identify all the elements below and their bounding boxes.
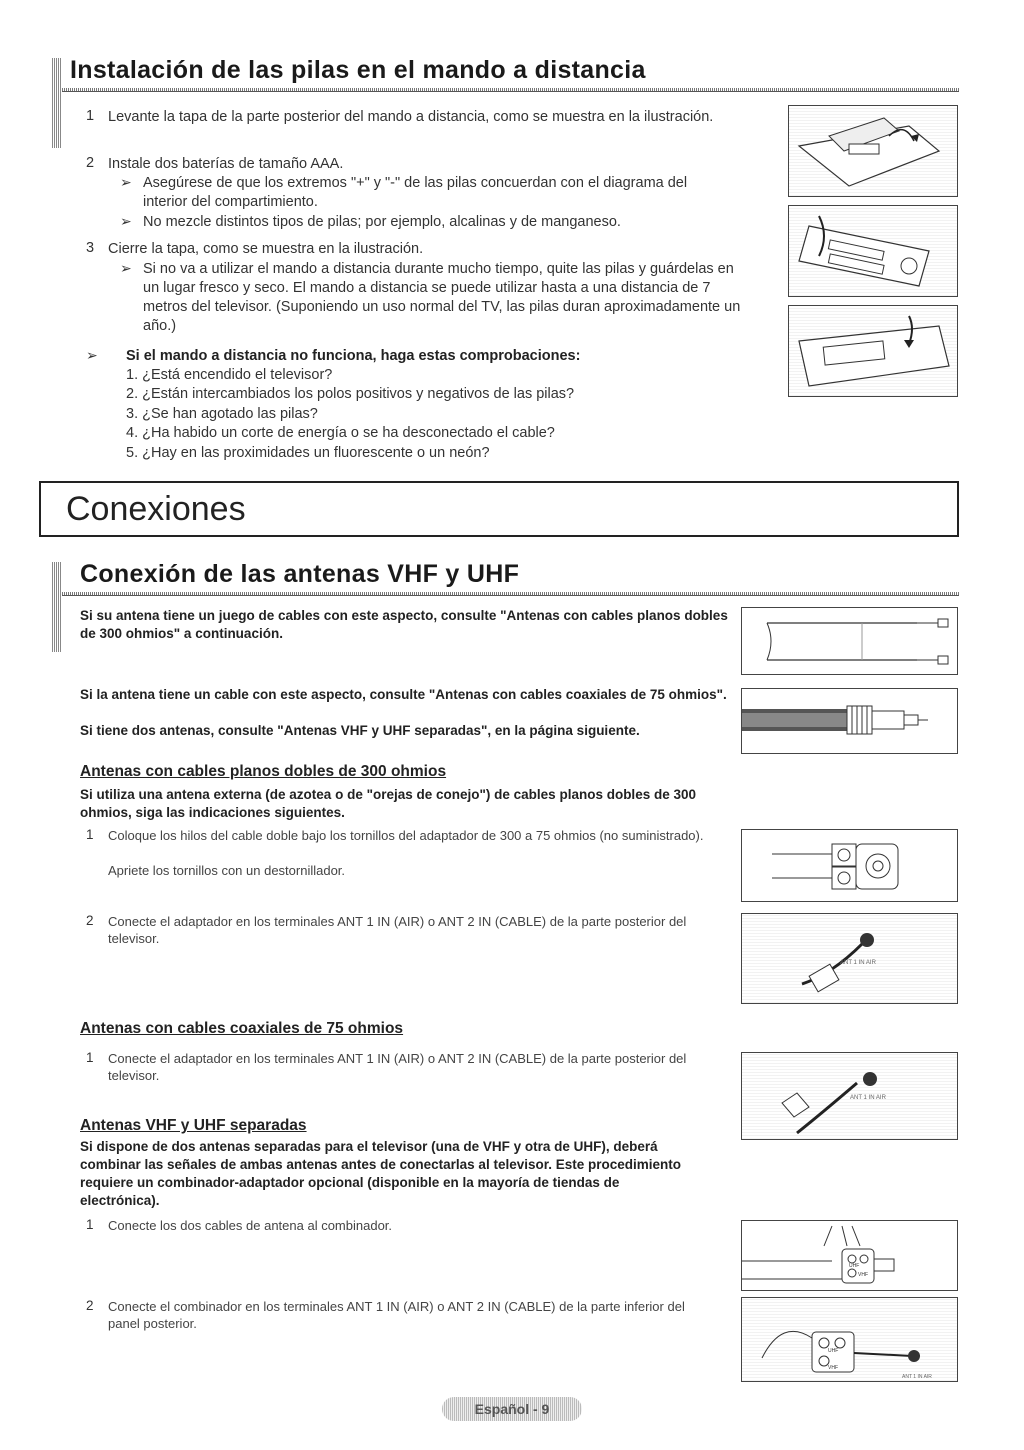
check-title: Si el mando a distancia no funciona, haga estas comprobaciones:: [126, 348, 581, 364]
vhf-label: VHF: [858, 1272, 868, 1278]
adapter-figure: [741, 829, 958, 902]
check-item: 3. ¿Se han agotado las pilas?: [126, 406, 318, 422]
step-number: 2: [86, 913, 94, 928]
twin-lead-cable-figure: [741, 607, 958, 675]
note-arrow-icon: ➢: [120, 213, 132, 229]
page-footer: Español - 9: [442, 1397, 582, 1421]
separate-intro: Si dispone de dos antenas separadas para el televisor (una de VHF y otra de UHF), deberá combinar las señales de ambas antenas antes de conectarlas al televisor. Este procedimiento requiere un combinador-adaptador opcional (disponible en la mayoría de tiendas de electrónica).: [80, 1139, 682, 1208]
note-3-text: Si no va a utilizar el mando a distancia durante mucho tiempo, quite las pilas y guárdelas en un lugar fresco y seco. El mando a distancia se puede utilizar hasta a una distancia de 7 metros del televisor. (Suponiendo un uso normal del TV, las pilas duran aproximadamente un año.): [143, 261, 741, 334]
step-number: 1: [86, 827, 94, 842]
terminal-label: ANT 1 IN AIR: [850, 1095, 886, 1101]
twin-lead-step-1: Coloque los hilos del cable doble bajo los tornillos del adaptador de 300 a 75 ohmios (no suministrado).: [108, 828, 704, 843]
combiner-tv-figure: [741, 1297, 958, 1382]
step-2-text: Instale dos baterías de tamaño AAA.: [108, 156, 344, 172]
coaxial-cable-figure: [741, 688, 958, 754]
intro-coaxial: Si la antena tiene un cable con este aspecto, consulte "Antenas con cables coaxiales de 75 ohmios".: [80, 687, 727, 702]
tv-terminal-figure-1: [741, 913, 958, 1004]
coaxial-step-1: Conecte el adaptador en los terminales ANT 1 IN (AIR) o ANT 2 IN (CABLE) de la parte posterior del televisor.: [108, 1051, 687, 1083]
step-number: 3: [86, 240, 95, 256]
step-number: 1: [86, 1217, 94, 1232]
terminal-label: ANT 1 IN AIR: [840, 960, 876, 966]
twin-lead-intro: Si utiliza una antena externa (de azotea o de "orejas de conejo") de cables planos dobles de 300 ohmios, siga las indicaciones siguientes.: [80, 787, 696, 820]
intro-twin-lead: Si su antena tiene un juego de cables con este aspecto, consulte "Antenas con cables planos dobles de 300 ohmios" a continuación.: [80, 608, 728, 641]
section-marker: [52, 562, 62, 652]
twin-lead-step-1b: Apriete los tornillos con un destornillador.: [108, 863, 346, 878]
subheading-twin-lead: Antenas con cables planos dobles de 300 ohmios: [80, 763, 447, 780]
step-number: 1: [86, 108, 95, 124]
twin-lead-step-2: Conecte el adaptador en los terminales ANT 1 IN (AIR) o ANT 2 IN (CABLE) de la parte posterior del televisor.: [108, 914, 687, 946]
combiner-figure: [741, 1220, 958, 1291]
note-arrow-icon: ➢: [120, 174, 132, 190]
step-3-text: Cierre la tapa, como se muestra en la ilustración.: [108, 241, 424, 257]
section-rule: [62, 592, 959, 596]
remote-batteries-figure: [788, 205, 958, 297]
section-title-batteries: Instalación de las pilas en el mando a distancia: [70, 56, 646, 84]
note-1-text: Asegúrese de que los extremos "+" y "-" de las pilas concuerdan con el diagrama del interior del compartimiento.: [143, 175, 688, 210]
remote-open-cover-figure: [788, 105, 958, 197]
note-2-text: No mezcle distintos tipos de pilas; por ejemplo, alcalinas y de manganeso.: [143, 214, 621, 230]
check-item: 5. ¿Hay en las proximidades un fluorescente o un neón?: [126, 445, 490, 461]
step-number: 2: [86, 1298, 94, 1313]
subheading-coaxial: Antenas con cables coaxiales de 75 ohmios: [80, 1020, 404, 1037]
section-rule: [62, 88, 959, 92]
remote-close-cover-figure: [788, 305, 958, 397]
check-item: 4. ¿Ha habido un corte de energía o se ha desconectado el cable?: [126, 425, 555, 441]
tv-terminal-figure-2: [741, 1052, 958, 1140]
step-number: 2: [86, 155, 95, 171]
uhf-label: UHF: [849, 1263, 860, 1269]
check-item: 1. ¿Está encendido el televisor?: [126, 367, 333, 383]
chapter-title: Conexiones: [66, 490, 246, 528]
note-arrow-icon: ➢: [120, 260, 132, 276]
subheading-separate: Antenas VHF y UHF separadas: [80, 1117, 307, 1134]
uhf-label: UHF: [828, 1348, 839, 1354]
intro-separate: Si tiene dos antenas, consulte "Antenas VHF y UHF separadas", en la página siguiente.: [80, 723, 640, 738]
terminal-label: ANT 1 IN AIR: [902, 1374, 932, 1380]
check-item: 2. ¿Están intercambiados los polos positivos y negativos de las pilas?: [126, 386, 575, 402]
separate-step-1: Conecte los dos cables de antena al combinador.: [108, 1218, 393, 1233]
step-1-text: Levante la tapa de la parte posterior del mando a distancia, como se muestra en la ilustración.: [108, 109, 714, 125]
step-number: 1: [86, 1050, 94, 1065]
section-marker: [52, 58, 62, 148]
check-arrow-icon: ➢: [86, 347, 98, 363]
section-title-antennas: Conexión de las antenas VHF y UHF: [80, 560, 520, 588]
vhf-label: VHF: [828, 1365, 838, 1371]
separate-step-2: Conecte el combinador en los terminales ANT 1 IN (AIR) o ANT 2 IN (CABLE) de la parte inferior del panel posterior.: [108, 1299, 685, 1331]
